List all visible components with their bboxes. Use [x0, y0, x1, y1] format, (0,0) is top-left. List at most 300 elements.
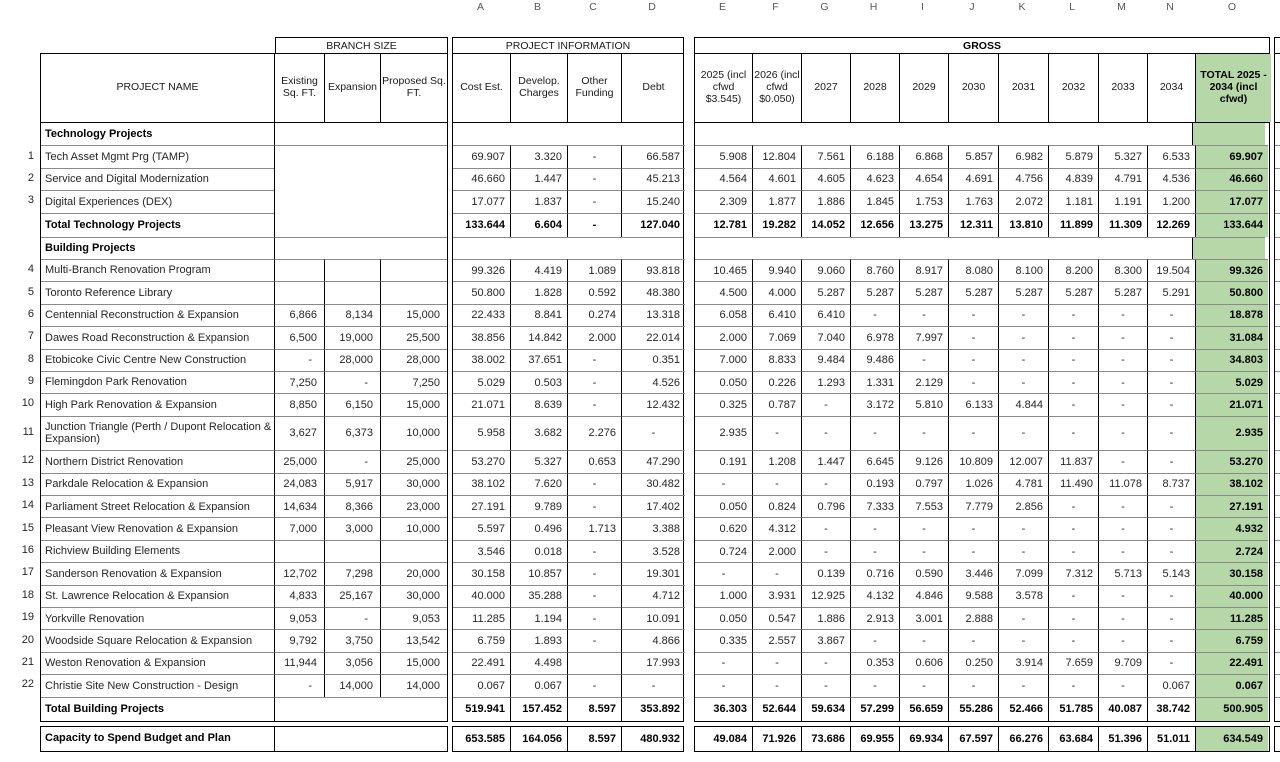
cell-year-2029[interactable]: 7.553	[899, 495, 948, 517]
cell-info-2[interactable]: -	[567, 371, 621, 393]
cell-info-3[interactable]: 0.351	[621, 349, 685, 371]
header-year-2032[interactable]: 2032	[1048, 54, 1098, 122]
cell-branch-0[interactable]: 6,866	[274, 304, 324, 326]
cell-year-2031[interactable]: -	[998, 416, 1048, 451]
cell-info-0[interactable]: 38.102	[453, 473, 510, 495]
cell-year-2033[interactable]: 11.078	[1098, 473, 1147, 495]
cell-info-1[interactable]: 8.639	[510, 393, 567, 415]
cell-info-0[interactable]: 53.270	[453, 450, 510, 472]
cell-info-0[interactable]: 27.191	[453, 495, 510, 517]
cell-branch-0[interactable]: 3,627	[274, 416, 324, 451]
header-develop-charges[interactable]: Develop. Charges	[510, 54, 567, 122]
cell-year-2030[interactable]: 4.691	[948, 168, 998, 190]
column-letter-G[interactable]: G	[820, 1, 829, 13]
cell-year-2027[interactable]: 1.447	[801, 450, 850, 472]
cell-info-0[interactable]: 11.285	[453, 607, 510, 629]
cell-year-2032[interactable]: 8.200	[1048, 259, 1098, 281]
cell-info-0[interactable]: 3.546	[453, 540, 510, 562]
cell-year-2030[interactable]: -	[948, 416, 998, 451]
cell-year-2027[interactable]: 9.484	[801, 349, 850, 371]
cell-info-1[interactable]: 1.194	[510, 607, 567, 629]
cell-branch-2[interactable]: 9,053	[380, 607, 447, 629]
cell-info-1[interactable]: 1.447	[510, 168, 567, 190]
cell-year-2025[interactable]: -	[695, 674, 752, 696]
cell-branch-2[interactable]: 25,000	[380, 450, 447, 472]
years-empty-cell[interactable]	[695, 123, 1192, 145]
cell-year-2025[interactable]: 2.000	[695, 326, 752, 348]
cell-year-2033[interactable]: -	[1098, 540, 1147, 562]
cell-year-2026[interactable]: 1.877	[752, 190, 801, 212]
cell-info-3[interactable]: -	[621, 416, 685, 451]
cell-year-2031[interactable]: -	[998, 607, 1048, 629]
cell-year-2032[interactable]: -	[1048, 393, 1098, 415]
cell-year-2033[interactable]: -	[1098, 349, 1147, 371]
cell-year-2034[interactable]: 51.011	[1147, 727, 1195, 751]
project-name-cell[interactable]: Woodside Square Relocation & Expansion	[41, 629, 274, 651]
cell-year-2032[interactable]: -	[1048, 517, 1098, 539]
cell-info-0[interactable]: 46.660	[453, 168, 510, 190]
cell-info-1[interactable]: 3.320	[510, 145, 567, 167]
cell-year-2032[interactable]: -	[1048, 326, 1098, 348]
cell-year-2025[interactable]: 2.935	[695, 416, 752, 451]
cell-year-2026[interactable]: -	[752, 562, 801, 584]
cell-year-2033[interactable]: 11.309	[1098, 213, 1147, 237]
column-letter-H[interactable]: H	[869, 1, 878, 13]
cell-year-2027[interactable]: 7.561	[801, 145, 850, 167]
header-year-2025[interactable]: 2025 (incl cfwd $3.545)	[700, 69, 747, 105]
cell-year-2034[interactable]: 1.200	[1147, 190, 1195, 212]
row-number[interactable]	[6, 212, 36, 236]
cell-info-1[interactable]: 4.419	[510, 259, 567, 281]
project-name-cell[interactable]: Yorkville Renovation	[41, 607, 274, 629]
cell-info-0[interactable]: 69.907	[453, 145, 510, 167]
cell-info-3[interactable]: -	[621, 674, 685, 696]
cell-total[interactable]: 2.724	[1195, 540, 1268, 562]
cell-year-2032[interactable]: 11.899	[1048, 213, 1098, 237]
cell-year-2026[interactable]: 19.282	[752, 213, 801, 237]
cell-year-2027[interactable]: 5.287	[801, 281, 850, 303]
cell-info-3[interactable]: 22.014	[621, 326, 685, 348]
cell-info-0[interactable]: 99.326	[453, 259, 510, 281]
header-branch-0[interactable]: Existing Sq. FT.	[274, 54, 324, 122]
header-year-2026[interactable]: 2026 (incl cfwd $0.050)	[752, 54, 801, 122]
cell-branch-0[interactable]	[274, 540, 324, 562]
cell-year-2029[interactable]: 0.590	[899, 562, 948, 584]
cell-year-2027[interactable]: -	[801, 473, 850, 495]
cell-branch-1[interactable]: -	[324, 607, 380, 629]
cell-year-2025[interactable]: 0.050	[695, 607, 752, 629]
cell-branch-1[interactable]: 25,167	[324, 585, 380, 607]
row-number[interactable]: 6	[27, 307, 34, 320]
cell-branch-1[interactable]: 28,000	[324, 349, 380, 371]
cell-year-2026[interactable]: 1.208	[752, 450, 801, 472]
cell-branch-1[interactable]: 8,366	[324, 495, 380, 517]
project-name-cell[interactable]: Digital Experiences (DEX)	[41, 190, 274, 212]
cell-info-2[interactable]: -	[567, 349, 621, 371]
cell-year-2031[interactable]: 12.007	[998, 450, 1048, 472]
cell-year-2034[interactable]: -	[1147, 450, 1195, 472]
cell-year-2030[interactable]: 8.080	[948, 259, 998, 281]
cell-info-3[interactable]: 93.818	[621, 259, 685, 281]
column-letter-K[interactable]: K	[1018, 1, 1026, 13]
cell-branch-0[interactable]: 7,000	[274, 517, 324, 539]
cell-year-2028[interactable]: 6.188	[850, 145, 899, 167]
cell-year-2025[interactable]: 5.908	[695, 145, 752, 167]
cell-year-2028[interactable]: 1.845	[850, 190, 899, 212]
column-letter-M[interactable]: M	[1117, 1, 1126, 13]
row-number[interactable]: 7	[27, 330, 34, 343]
cell-info-0[interactable]: 22.491	[453, 652, 510, 674]
cell-year-2028[interactable]: 12.656	[850, 213, 899, 237]
cell-branch-0[interactable]	[274, 281, 324, 303]
cell-info-1[interactable]: 14.842	[510, 326, 567, 348]
project-name-cell[interactable]: Parkdale Relocation & Expansion	[41, 473, 274, 495]
cell-year-2033[interactable]: -	[1098, 607, 1147, 629]
header-year-2033[interactable]: 2033	[1098, 54, 1147, 122]
project-name-cell[interactable]: Flemingdon Park Renovation	[41, 371, 274, 393]
cell-total[interactable]: 27.191	[1195, 495, 1268, 517]
cell-year-2029[interactable]: 2.129	[899, 371, 948, 393]
cell-year-2026[interactable]: 3.931	[752, 585, 801, 607]
cell-year-2033[interactable]: -	[1098, 393, 1147, 415]
cell-year-2029[interactable]: 56.659	[899, 697, 948, 721]
cell-year-2030[interactable]: 5.857	[948, 145, 998, 167]
project-name-cell[interactable]: Etobicoke Civic Centre New Construction	[41, 349, 274, 371]
cell-year-2029[interactable]: 8.917	[899, 259, 948, 281]
cell-branch-2[interactable]: 14,000	[380, 674, 447, 696]
cell-year-2029[interactable]: 6.868	[899, 145, 948, 167]
header-year-2027[interactable]: 2027	[801, 54, 850, 122]
header-project-name[interactable]: PROJECT NAME	[116, 81, 199, 94]
cell-year-2030[interactable]: -	[948, 629, 998, 651]
row-number[interactable]: 4	[27, 263, 34, 276]
cell-info-1[interactable]: 6.604	[510, 213, 567, 237]
cell-branch-1[interactable]: 6,373	[324, 416, 380, 451]
cell-year-2029[interactable]: 4.846	[899, 585, 948, 607]
cell-info-2[interactable]: 2.276	[567, 416, 621, 451]
cell-year-2030[interactable]: 2.888	[948, 607, 998, 629]
cell-year-2026[interactable]: 52.644	[752, 697, 801, 721]
cell-year-2031[interactable]: 3.914	[998, 652, 1048, 674]
cell-year-2028[interactable]: 8.760	[850, 259, 899, 281]
cell-year-2034[interactable]: -	[1147, 304, 1195, 326]
cell-year-2032[interactable]: -	[1048, 349, 1098, 371]
cell-branch-1[interactable]: 3,000	[324, 517, 380, 539]
cell-total[interactable]: 133.644	[1195, 213, 1268, 237]
cell-year-2027[interactable]: 1.293	[801, 371, 850, 393]
project-name-cell[interactable]: Northern District Renovation	[41, 450, 274, 472]
cell-year-2032[interactable]: 11.837	[1048, 450, 1098, 472]
cell-year-2025[interactable]: 0.050	[695, 495, 752, 517]
column-letter-J[interactable]: J	[969, 1, 975, 13]
cell-year-2030[interactable]: 67.597	[948, 727, 998, 751]
cell-year-2032[interactable]: -	[1048, 674, 1098, 696]
branch-merged-cell[interactable]	[274, 190, 447, 212]
column-letter-D[interactable]: D	[648, 1, 656, 13]
cell-year-2028[interactable]: -	[850, 629, 899, 651]
cell-year-2027[interactable]: 0.796	[801, 495, 850, 517]
cell-year-2027[interactable]: -	[801, 416, 850, 451]
cell-year-2028[interactable]: 6.978	[850, 326, 899, 348]
cell-branch-0[interactable]: 7,250	[274, 371, 324, 393]
cell-info-2[interactable]: 8.597	[567, 697, 621, 721]
cell-year-2029[interactable]: -	[899, 304, 948, 326]
cell-branch-0[interactable]: 12,702	[274, 562, 324, 584]
cell-year-2029[interactable]: 5.810	[899, 393, 948, 415]
cell-info-1[interactable]: 37.651	[510, 349, 567, 371]
cell-year-2033[interactable]: -	[1098, 674, 1147, 696]
cell-year-2034[interactable]: 38.742	[1147, 697, 1195, 721]
cell-year-2033[interactable]: -	[1098, 629, 1147, 651]
cell-year-2026[interactable]: 71.926	[752, 727, 801, 751]
branch-merged-cell[interactable]	[274, 697, 447, 721]
cell-year-2028[interactable]: 0.716	[850, 562, 899, 584]
header-year-2031[interactable]: 2031	[998, 54, 1048, 122]
cell-info-3[interactable]: 3.528	[621, 540, 685, 562]
cell-year-2027[interactable]: 7.040	[801, 326, 850, 348]
cell-branch-0[interactable]: 9,792	[274, 629, 324, 651]
cell-year-2026[interactable]: 0.547	[752, 607, 801, 629]
cell-year-2033[interactable]: 4.791	[1098, 168, 1147, 190]
branch-merged-cell[interactable]	[274, 145, 447, 167]
row-number[interactable]: 5	[27, 285, 34, 298]
cell-year-2028[interactable]: 1.331	[850, 371, 899, 393]
cell-branch-2[interactable]: 20,000	[380, 562, 447, 584]
cell-year-2034[interactable]: 12.269	[1147, 213, 1195, 237]
cell-year-2027[interactable]: 1.886	[801, 607, 850, 629]
cell-year-2027[interactable]: 12.925	[801, 585, 850, 607]
cell-year-2033[interactable]: -	[1098, 495, 1147, 517]
cell-year-2031[interactable]: 7.099	[998, 562, 1048, 584]
cell-year-2030[interactable]: -	[948, 371, 998, 393]
branch-merged-cell[interactable]	[274, 237, 447, 259]
cell-total[interactable]: 18.878	[1195, 304, 1268, 326]
cell-year-2030[interactable]: 7.779	[948, 495, 998, 517]
cell-info-3[interactable]: 10.091	[621, 607, 685, 629]
cell-info-0[interactable]: 21.071	[453, 393, 510, 415]
cell-info-0[interactable]: 22.433	[453, 304, 510, 326]
cell-info-0[interactable]: 5.958	[453, 416, 510, 451]
cell-year-2030[interactable]: 5.287	[948, 281, 998, 303]
cell-year-2032[interactable]: 5.879	[1048, 145, 1098, 167]
cell-year-2026[interactable]: 4.312	[752, 517, 801, 539]
row-number[interactable]: 16	[21, 544, 34, 557]
cell-branch-0[interactable]: 9,053	[274, 607, 324, 629]
cell-branch-1[interactable]	[324, 259, 380, 281]
cell-year-2029[interactable]: 1.753	[899, 190, 948, 212]
project-name-cell[interactable]: Junction Triangle (Perth / Dupont Relocation & Expansion)	[41, 416, 274, 451]
header-year-2028[interactable]: 2028	[850, 54, 899, 122]
cell-info-2[interactable]: -	[567, 213, 621, 237]
cell-info-2[interactable]	[567, 652, 621, 674]
header-other-funding[interactable]: Other Funding	[567, 54, 621, 122]
cell-info-3[interactable]: 48.380	[621, 281, 685, 303]
cell-year-2033[interactable]: -	[1098, 326, 1147, 348]
cell-info-3[interactable]: 4.866	[621, 629, 685, 651]
cell-year-2034[interactable]: -	[1147, 629, 1195, 651]
cell-branch-1[interactable]: -	[324, 371, 380, 393]
cell-year-2029[interactable]: -	[899, 517, 948, 539]
cell-year-2027[interactable]: 6.410	[801, 304, 850, 326]
cell-year-2033[interactable]: 5.287	[1098, 281, 1147, 303]
cell-year-2032[interactable]: -	[1048, 416, 1098, 451]
cell-branch-2[interactable]: 15,000	[380, 652, 447, 674]
cell-info-2[interactable]: -	[567, 393, 621, 415]
cell-branch-2[interactable]	[380, 540, 447, 562]
row-number[interactable]: 22	[21, 678, 34, 691]
cell-year-2031[interactable]: 4.756	[998, 168, 1048, 190]
cell-year-2025[interactable]: 0.620	[695, 517, 752, 539]
cell-info-2[interactable]: -	[567, 629, 621, 651]
cell-year-2034[interactable]: -	[1147, 517, 1195, 539]
cell-year-2032[interactable]: 7.659	[1048, 652, 1098, 674]
column-letter-C[interactable]: C	[589, 1, 597, 13]
cell-branch-1[interactable]: 8,134	[324, 304, 380, 326]
section-label-cell[interactable]: Total Technology Projects	[41, 213, 274, 237]
row-number[interactable]: 3	[27, 194, 34, 207]
row-number[interactable]: 19	[21, 611, 34, 624]
info-empty-cell[interactable]	[453, 123, 683, 145]
cell-total[interactable]: 0.067	[1195, 674, 1268, 696]
cell-info-0[interactable]: 5.597	[453, 517, 510, 539]
row-number[interactable]: 12	[21, 454, 34, 467]
cell-year-2030[interactable]: 9.588	[948, 585, 998, 607]
cell-year-2026[interactable]: 9.940	[752, 259, 801, 281]
row-number[interactable]: 14	[21, 499, 34, 512]
cell-year-2033[interactable]: -	[1098, 416, 1147, 451]
row-number[interactable]: 8	[27, 352, 34, 365]
cell-year-2028[interactable]: 57.299	[850, 697, 899, 721]
cell-total[interactable]: 634.549	[1195, 727, 1268, 751]
cell-branch-2[interactable]: 25,500	[380, 326, 447, 348]
project-name-cell[interactable]: Centennial Reconstruction & Expansion	[41, 304, 274, 326]
cell-info-2[interactable]: -	[567, 190, 621, 212]
section-label-cell[interactable]: Building Projects	[41, 237, 274, 259]
cell-year-2033[interactable]: -	[1098, 517, 1147, 539]
cell-total[interactable]	[1192, 237, 1265, 259]
cell-year-2028[interactable]: 9.486	[850, 349, 899, 371]
cell-year-2025[interactable]: 6.058	[695, 304, 752, 326]
cell-branch-2[interactable]: 7,250	[380, 371, 447, 393]
cell-year-2030[interactable]: -	[948, 540, 998, 562]
cell-info-0[interactable]: 38.856	[453, 326, 510, 348]
header-year-2030[interactable]: 2030	[948, 54, 998, 122]
cell-year-2027[interactable]: 59.634	[801, 697, 850, 721]
project-name-cell[interactable]: Tech Asset Mgmt Prg (TAMP)	[41, 145, 274, 167]
cell-year-2027[interactable]: -	[801, 517, 850, 539]
cell-total[interactable]: 31.084	[1195, 326, 1268, 348]
cell-year-2032[interactable]: -	[1048, 585, 1098, 607]
cell-year-2030[interactable]: -	[948, 326, 998, 348]
cell-info-1[interactable]: 164.056	[510, 727, 567, 751]
cell-total[interactable]: 21.071	[1195, 393, 1268, 415]
cell-total[interactable]: 38.102	[1195, 473, 1268, 495]
cell-year-2032[interactable]: -	[1048, 304, 1098, 326]
cell-year-2027[interactable]: 9.060	[801, 259, 850, 281]
project-name-cell[interactable]: Richview Building Elements	[41, 540, 274, 562]
cell-total[interactable]: 2.935	[1195, 416, 1268, 451]
cell-info-1[interactable]: 10.857	[510, 562, 567, 584]
header-debt[interactable]: Debt	[621, 54, 685, 122]
header-year-2029[interactable]: 2029	[899, 54, 948, 122]
cell-year-2025[interactable]: 0.335	[695, 629, 752, 651]
cell-info-3[interactable]: 13.318	[621, 304, 685, 326]
cell-branch-2[interactable]: 30,000	[380, 585, 447, 607]
cell-info-0[interactable]: 0.067	[453, 674, 510, 696]
cell-info-2[interactable]: -	[567, 607, 621, 629]
cell-total[interactable]: 17.077	[1195, 190, 1268, 212]
capacity-label-cell[interactable]: Capacity to Spend Budget and Plan	[45, 732, 231, 745]
cell-info-3[interactable]: 17.402	[621, 495, 685, 517]
cell-info-1[interactable]: 9.789	[510, 495, 567, 517]
project-name-cell[interactable]: Dawes Road Reconstruction & Expansion	[41, 326, 274, 348]
cell-year-2033[interactable]: -	[1098, 585, 1147, 607]
cell-year-2029[interactable]: 0.606	[899, 652, 948, 674]
cell-info-2[interactable]: 0.592	[567, 281, 621, 303]
cell-branch-1[interactable]	[324, 540, 380, 562]
cell-year-2028[interactable]: 3.172	[850, 393, 899, 415]
cell-info-1[interactable]: 157.452	[510, 697, 567, 721]
project-name-cell[interactable]: Toronto Reference Library	[41, 281, 274, 303]
cell-year-2025[interactable]: -	[695, 562, 752, 584]
cell-year-2031[interactable]: -	[998, 371, 1048, 393]
cell-branch-2[interactable]: 13,542	[380, 629, 447, 651]
cell-year-2033[interactable]: 9.709	[1098, 652, 1147, 674]
cell-branch-1[interactable]: 3,750	[324, 629, 380, 651]
cell-total[interactable]: 99.326	[1195, 259, 1268, 281]
cell-year-2025[interactable]: 7.000	[695, 349, 752, 371]
cell-info-0[interactable]: 40.000	[453, 585, 510, 607]
header-branch-2[interactable]: Proposed Sq. FT.	[380, 54, 447, 122]
row-number[interactable]: 9	[27, 375, 34, 388]
cell-year-2029[interactable]: -	[899, 674, 948, 696]
cell-year-2034[interactable]: -	[1147, 371, 1195, 393]
row-number[interactable]	[6, 122, 36, 144]
cell-info-1[interactable]: 4.498	[510, 652, 567, 674]
cell-branch-0[interactable]: 11,944	[274, 652, 324, 674]
cell-info-3[interactable]: 480.932	[621, 727, 685, 751]
cell-year-2025[interactable]: 0.050	[695, 371, 752, 393]
row-number[interactable]: 11	[22, 425, 34, 438]
cell-year-2033[interactable]: -	[1098, 371, 1147, 393]
cell-year-2031[interactable]: -	[998, 349, 1048, 371]
cell-info-0[interactable]: 519.941	[453, 697, 510, 721]
cell-info-0[interactable]: 133.644	[453, 213, 510, 237]
cell-info-1[interactable]: 5.327	[510, 450, 567, 472]
column-letter-N[interactable]: N	[1166, 1, 1174, 13]
cell-year-2025[interactable]: 0.191	[695, 450, 752, 472]
cell-year-2025[interactable]: 4.564	[695, 168, 752, 190]
cell-year-2028[interactable]: -	[850, 304, 899, 326]
cell-info-3[interactable]: 3.388	[621, 517, 685, 539]
cell-year-2028[interactable]: 0.353	[850, 652, 899, 674]
cell-year-2034[interactable]: -	[1147, 393, 1195, 415]
cell-branch-0[interactable]: -	[274, 349, 324, 371]
row-number[interactable]: 17	[21, 566, 34, 579]
cell-year-2025[interactable]: 4.500	[695, 281, 752, 303]
cell-year-2026[interactable]: 0.787	[752, 393, 801, 415]
cell-total[interactable]: 40.000	[1195, 585, 1268, 607]
column-letter-I[interactable]: I	[921, 1, 924, 13]
cell-branch-2[interactable]: 15,000	[380, 393, 447, 415]
cell-year-2033[interactable]: 5.713	[1098, 562, 1147, 584]
cell-info-0[interactable]: 50.800	[453, 281, 510, 303]
cell-branch-0[interactable]: 8,850	[274, 393, 324, 415]
cell-info-0[interactable]: 5.029	[453, 371, 510, 393]
cell-year-2025[interactable]: 12.781	[695, 213, 752, 237]
cell-total[interactable]: 46.660	[1195, 168, 1268, 190]
cell-year-2034[interactable]: -	[1147, 652, 1195, 674]
